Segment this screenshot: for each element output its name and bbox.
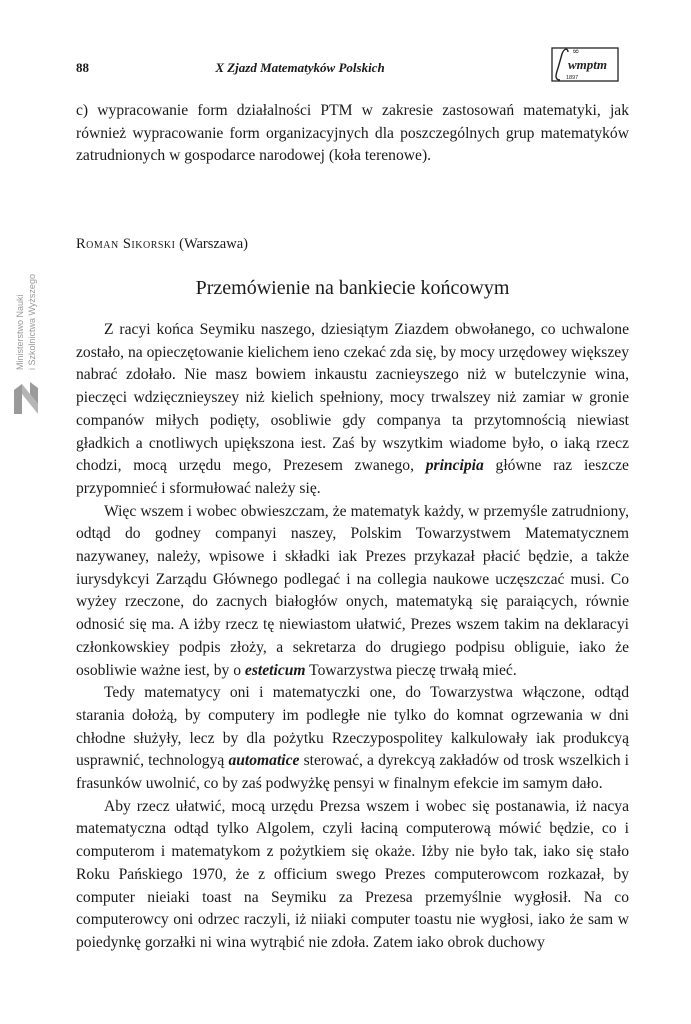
speech-paragraph-1 (76, 319, 629, 501)
running-title: X Zjazd Matematyków Polskich (215, 60, 385, 75)
logo-infinity: ∞ (572, 47, 580, 57)
intro-section (76, 100, 629, 168)
intro-paragraph: c) wypracowanie form działalności PTM w zakresie zastosowań matematyki, jak również wypracowanie form organizacyjnych dla poszczególnych grup matematyków zatrudnionych w gospodarce narodowej (koła terenowe). (76, 102, 629, 165)
speech-paragraph-3 (76, 682, 629, 796)
paragraph-1-end: główne raz ieszcze przypomnieć i sformułować należy się. (76, 457, 629, 497)
wmptm-logo (546, 44, 624, 84)
paragraph-3-text: Tedy matematycy oni i matematyczki one, do Towarzystwa włączone, odtąd starania dołożą, by computery im podległe nie tylko do komnat ogrzewania w dni chłodne służyły, lecz by dla pożytku Rzeczypospolitey kalkulowały iak produkcyą usprawnić, technologyą (76, 684, 629, 770)
paragraph-2-text: Więc wszem i wobec obwieszczam, że matematyk każdy, w przemyśle zatrudniony, odtąd do godney companyi naszey, Polskim Towarzystwem Matematycznem nazywaney, należy, wpisowe i składki iak Prezes przykazał płacić będzie, a także iurysdykcyi Zarządu Głównego podlegać i na collegia naukowe uczęszczać musi. Co wyżey rzeczone, do zacnych białogłów onych, matematyką się paraiących, równie odnosić się ma. A iżby rzecz tę niewiastom ułatwić, Prezes wszem takim na deklaracyi członkowskiey podpis złoży, a sekretarza do drugiego podpisu obliguie, iako że osobliwie ważne iest, by o (76, 502, 629, 679)
speech-paragraph-2 (76, 501, 629, 683)
ministry-stamp-text (10, 240, 42, 370)
ministry-stamp (6, 240, 46, 440)
logo-text: wmptm (568, 57, 608, 72)
author-name: Roman Sikorski (76, 236, 176, 252)
author-line (76, 236, 248, 253)
page-header (76, 47, 616, 82)
speech-body (76, 319, 629, 955)
speech-title: Przemówienie na bankiecie końcowym (195, 277, 510, 299)
page-number: 88 (76, 60, 89, 75)
ministry-line-1: Ministerstwo Nauki (15, 294, 25, 370)
paragraph-1-text: Z racyi końca Seymiku naszego, dziesiątym Ziazdem obwołanego, co uchwalone zostało, na opieczętowanie kielichem ieno czekać zda się, by mocy urzędowey większey nabrać zdołało. Nie masz bowiem inkaustu zacnieyszego niż w butelczynie wina, pieczęci wdzięcznieyszey niż kielich spełniony, mocy trwalszey niż zamiar w gronie companów miłych podięty, osobliwie gdy companya ta przytomnością niewiast gładkich a cnotliwych upiększona iest. Zaś by wszytkim wiadome było, o iaką rzecz chodzi, mocą urzędu mego, Prezesem zwanego, (76, 321, 629, 475)
speech-paragraph-4: Aby rzecz ułatwić, mocą urzędu Prezsa wszem i wobec się postanawia, iż nacya matematyczna odtąd tylko Algolem, czyli łaciną computerową mówić będzie, co i computerom i matematykom z pożytkiem się okaże. Iżby nie było tak, iako się stało Roku Pańskiego 1970, że z officium swego Prezes computerowcom rozkazał, by computer nieiaki toast na Seymiku za Prezesa przemyślnie wygłosił. Na co computerowcy oni odrzec raczyli, iż niiaki computer toastu nie wygłosi, iako że sam w poiedynkę gorzałki ni wina wytrąbić nie zdoła. Zatem iako obrok duchowy (76, 797, 629, 951)
paragraph-2-end: Towarzystwa pieczę trwałą mieć. (309, 661, 517, 679)
paragraph-3-end: sterować, a dyrekcyą zakładów od trosk wszelkich i frasunków uwolnić, co by zaś podwyżkę pensyi w finalnym efekcie im samym dało. (76, 752, 629, 793)
logo-year: 1897 (566, 75, 579, 81)
italic-esteticum: esteticum (244, 661, 306, 679)
ministry-line-2: i Szkolnictwa Wyższego (27, 274, 37, 370)
author-affiliation: (Warszawa) (179, 236, 248, 252)
ministry-logo-icon (12, 380, 42, 416)
italic-principia: principia (425, 457, 484, 475)
italic-automatice: automatice (228, 752, 300, 770)
